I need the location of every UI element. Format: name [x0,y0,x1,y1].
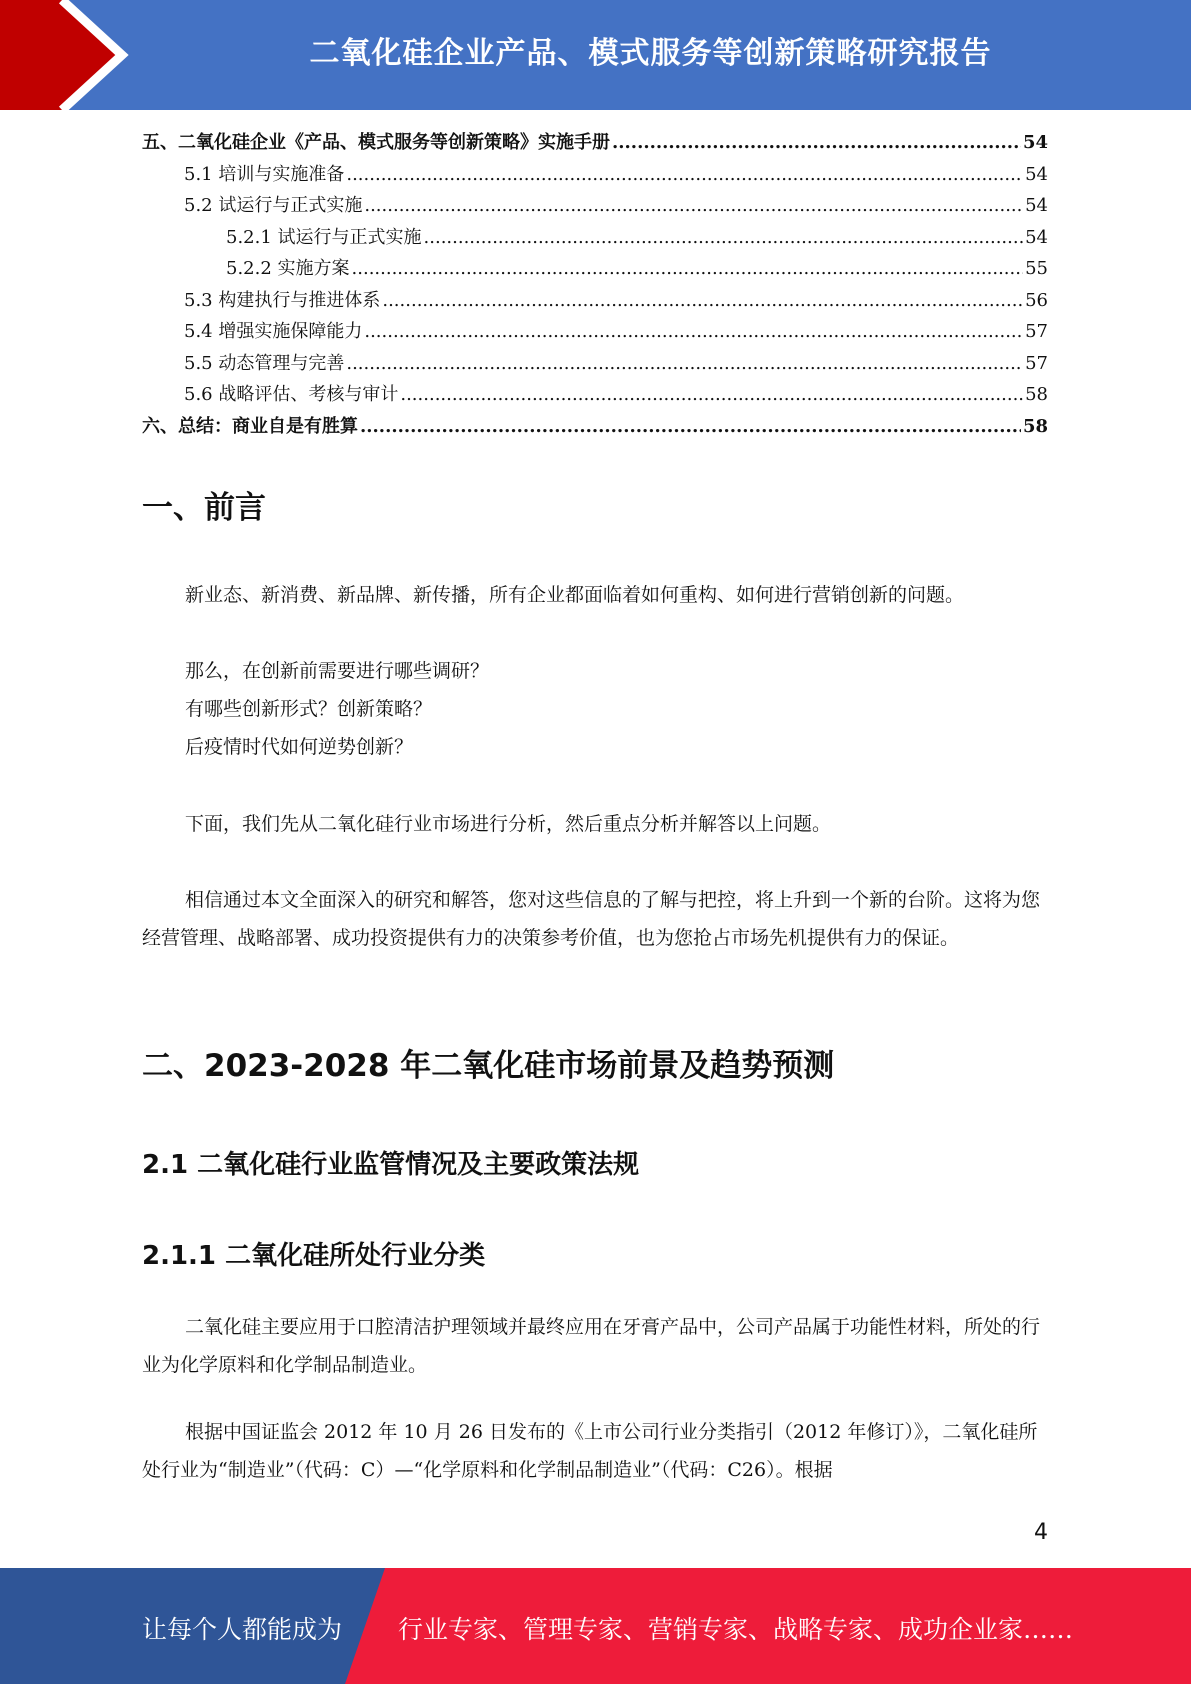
toc-leader-dots [382,290,1023,311]
question-2: 有哪些创新形式？创新策略？ [185,698,433,720]
toc-leader-dots [364,195,1023,216]
toc-entry[interactable] [142,223,1048,255]
toc-leader-dots [360,416,1021,437]
header-banner [0,0,1191,110]
question-1: 那么，在创新前需要进行哪些调研？ [185,660,490,682]
toc-leader-dots [346,164,1023,185]
toc-entry[interactable] [142,349,1048,381]
table-of-contents [142,128,1048,443]
toc-entry[interactable] [142,412,1048,444]
footer-slogan-left: 让每个人都能成为 [142,1615,343,1644]
subsection-2-1-heading: 2.1 二氧化硅行业监管情况及主要政策法规 [142,1150,640,1180]
toc-entry[interactable] [142,160,1048,192]
toc-entry[interactable] [142,380,1048,412]
toc-entry-page: 54 [1025,195,1048,216]
toc-entry-page: 56 [1025,289,1048,311]
toc-entry[interactable] [142,254,1048,286]
toc-leader-dots [364,321,1023,342]
toc-leader-dots [424,227,1024,248]
body-paragraph-2: 根据中国证监会 2012 年 10 月 26 日发布的《上市公司行业分类指引（2012 年修订）》，二氧化硅所处行业为“制造业”（代码：C）—“化学原料和化学制品制造业”（代码：C26）。根据 [142,1421,1038,1481]
toc-entry-title: 5.4 增强实施保障能力 [184,321,363,342]
toc-leader-dots [400,384,1023,405]
intro-paragraph-1: 新业态、新消费、新品牌、新传播，所有企业都面临着如何重构、如何进行营销创新的问题。 [185,584,965,606]
body-paragraph-1: 二氧化硅主要应用于口腔清洁护理领域并最终应用在牙膏产品中，公司产品属于功能性材料，所处的行业为化学原料和化学制品制造业。 [142,1316,1041,1376]
subsection-2-1-1-heading: 2.1.1 二氧化硅所处行业分类 [142,1241,486,1271]
toc-entry[interactable] [142,286,1048,318]
toc-entry-title: 六、总结：商业自是有胜算 [142,415,358,437]
section-2-heading: 二、2023-2028 年二氧化硅市场前景及趋势预测 [142,1048,835,1084]
toc-entry-title: 五、二氧化硅企业《产品、模式服务等创新策略》实施手册 [142,132,610,153]
toc-leader-dots [612,132,1021,153]
toc-entry-page: 58 [1022,415,1048,437]
toc-entry-title: 5.5 动态管理与完善 [184,352,345,374]
toc-entry-page: 55 [1025,258,1048,279]
toc-entry-title: 5.1 培训与实施准备 [184,163,345,185]
toc-entry[interactable] [142,128,1048,160]
toc-entry-page: 57 [1025,352,1048,374]
toc-entry-page: 54 [1022,132,1048,153]
report-title: 二氧化硅企业产品、模式服务等创新策略研究报告 [309,36,992,71]
intro-paragraph-3: 相信通过本文全面深入的研究和解答，您对这些信息的了解与把控，将上升到一个新的台阶。这将为您经营管理、战略部署、成功投资提供有力的决策参考价值，也为您抢占市场先机提供有力的保证。 [142,889,1041,949]
toc-entry-title: 5.2.2 实施方案 [226,258,350,279]
toc-entry[interactable] [142,317,1048,349]
question-3: 后疫情时代如何逆势创新？ [185,736,414,758]
toc-leader-dots [352,258,1024,279]
toc-entry[interactable] [142,191,1048,223]
toc-entry-page: 58 [1025,384,1048,405]
toc-entry-page: 54 [1025,163,1048,185]
intro-paragraph-2: 下面，我们先从二氧化硅行业市场进行分析，然后重点分析并解答以上问题。 [185,813,832,835]
toc-entry-title: 5.6 战略评估、考核与审计 [184,384,399,405]
toc-leader-dots [346,353,1023,374]
toc-entry-title: 5.2.1 试运行与正式实施 [226,226,422,248]
page-number: 4 [1034,1520,1048,1545]
footer-banner [0,1568,1191,1684]
toc-entry-page: 54 [1025,226,1048,248]
toc-entry-title: 5.2 试运行与正式实施 [184,195,363,216]
footer-slogan-right: 行业专家、管理专家、营销专家、战略专家、成功企业家…… [398,1615,1074,1644]
toc-entry-title: 5.3 构建执行与推进体系 [184,289,381,311]
section-1-heading: 一、前言 [142,490,266,526]
toc-entry-page: 57 [1025,321,1048,342]
